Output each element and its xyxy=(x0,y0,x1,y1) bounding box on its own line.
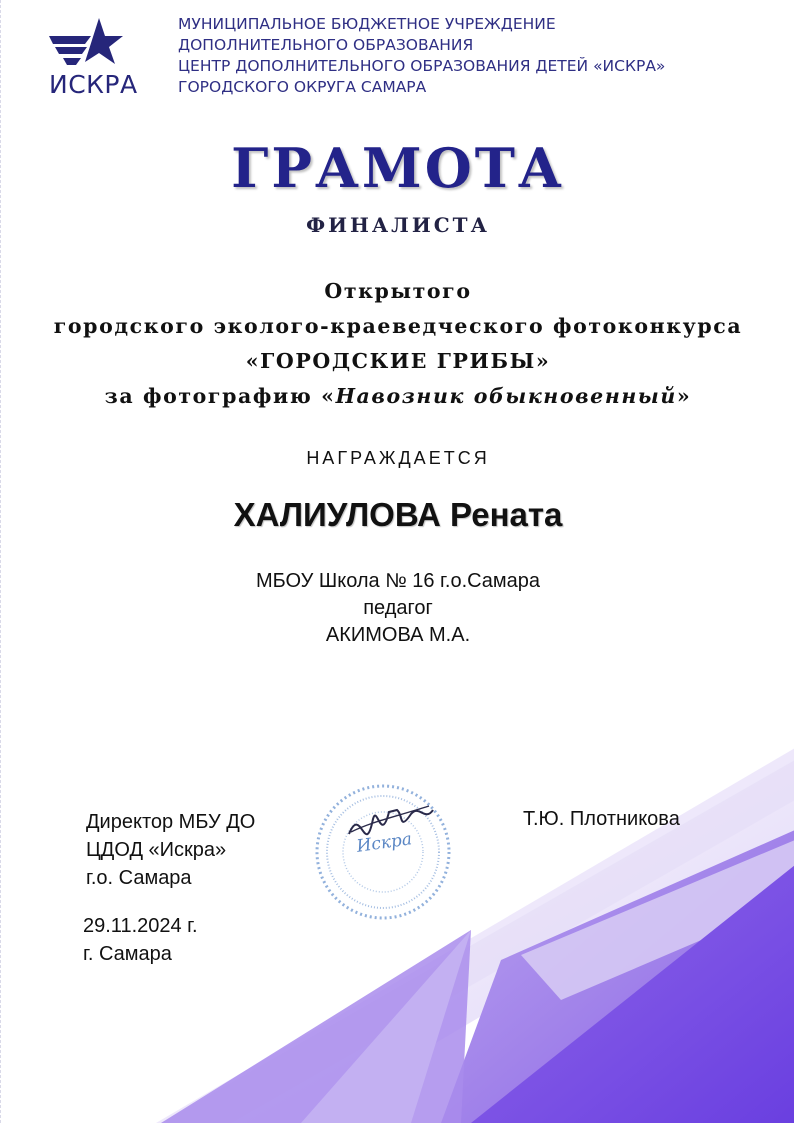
photo-suffix: » xyxy=(676,384,692,408)
signer-name: Т.Ю. Плотникова xyxy=(523,808,680,830)
issue-date: 29.11.2024 г. xyxy=(83,915,198,937)
recipient-name: ХАЛИУЛОВА Рената xyxy=(233,496,563,533)
photo-title: Навозник обыкновенный xyxy=(335,384,677,408)
signature-scribble-2 xyxy=(351,806,429,832)
seal-center-text: Искра xyxy=(355,829,414,857)
school-info xyxy=(1,568,794,649)
org-line: МУНИЦИПАЛЬНОЕ БЮДЖЕТНОЕ УЧРЕЖДЕНИЕ xyxy=(178,15,556,33)
organization-name xyxy=(178,14,665,98)
org-line: ЦЕНТР ДОПОЛНИТЕЛЬНОГО ОБРАЗОВАНИЯ ДЕТЕЙ «ИСКРА» xyxy=(178,57,666,75)
header xyxy=(45,14,785,104)
photo-line xyxy=(1,379,794,414)
contest-line: городского эколого-краеведческого фотоконкурса xyxy=(53,314,743,338)
org-line: ДОПОЛНИТЕЛЬНОГО ОБРАЗОВАНИЯ xyxy=(178,36,474,54)
photo-prefix: за фотографию « xyxy=(104,384,336,408)
issue-place: г. Самара xyxy=(83,943,172,965)
position-line: Директор МБУ ДО xyxy=(86,811,256,833)
school-name: МБОУ Школа № 16 г.о.Самара xyxy=(255,570,541,592)
contest-line: Открытого xyxy=(324,279,472,303)
teacher-name: АКИМОВА М.А. xyxy=(325,624,471,646)
signature-scribble xyxy=(349,810,433,834)
date-place xyxy=(83,912,198,968)
contest-name: «ГОРОДСКИЕ ГРИБЫ» xyxy=(245,349,551,373)
position-line: ЦДОД «Искра» xyxy=(86,839,227,861)
awarded-label: НАГРАЖДАЕТСЯ xyxy=(306,448,490,468)
logo-text: ИСКРА xyxy=(49,70,138,99)
round-stamp-icon xyxy=(301,774,461,924)
contest-description xyxy=(1,274,794,414)
teacher-role: педагог xyxy=(363,597,433,619)
org-line: ГОРОДСКОГО ОКРУГА САМАРА xyxy=(178,78,427,96)
certificate-subtitle: ФИНАЛИСТА xyxy=(306,213,490,237)
director-position xyxy=(86,808,255,892)
certificate-title: ГРАМОТА xyxy=(231,136,565,200)
position-line: г.о. Самара xyxy=(86,867,192,889)
